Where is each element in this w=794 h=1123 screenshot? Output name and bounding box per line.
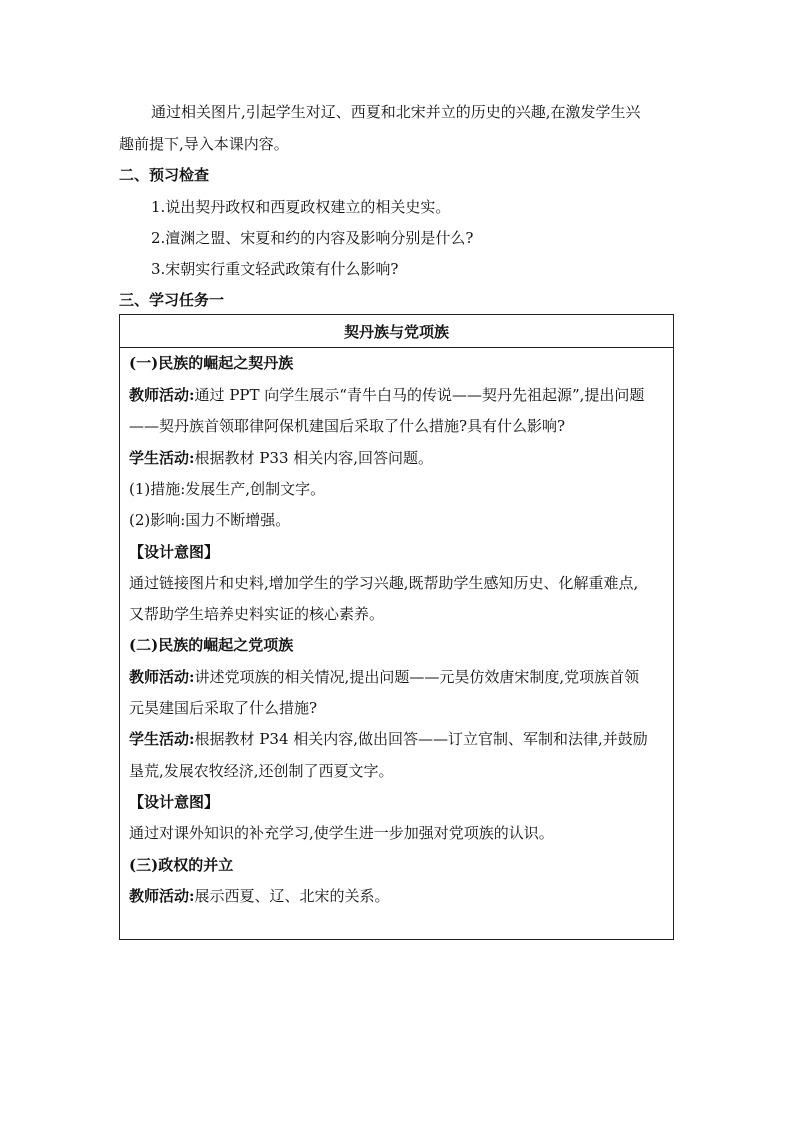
section-1-heading: (一)民族的崛起之契丹族	[129, 354, 294, 372]
section-1-point-2: (2)影响:国力不断增强。	[129, 511, 291, 529]
section-2-teacher-line-2: 元昊建国后采取了什么措施?	[129, 699, 318, 717]
table-header-row	[120, 315, 673, 348]
student-activity-label: 学生活动:	[129, 730, 195, 748]
section-1-student-line	[129, 448, 433, 468]
teacher-activity-text: 展示西夏、辽、北宋的关系。	[194, 887, 390, 905]
intro-line-2: 趣前提下,导入本课内容。	[119, 135, 289, 153]
student-activity-label: 学生活动:	[129, 449, 195, 467]
preview-heading: 二、预习检查	[119, 166, 210, 184]
section-2-intent-line: 通过对课外知识的补充学习,使学生进一步加强对党项族的认识。	[129, 824, 554, 842]
section-2-intent-label: 【设计意图】	[129, 793, 220, 811]
student-activity-text: 根据教材 P34 相关内容,做出回答——订立官制、军制和法律,并鼓励	[194, 730, 648, 748]
section-3-teacher-line	[129, 886, 390, 906]
section-1-teacher-line-1	[129, 385, 644, 405]
section-2-student-line-2: 垦荒,发展农牧经济,还创制了西夏文字。	[129, 762, 394, 780]
section-2-teacher-line-1	[129, 667, 639, 687]
teacher-activity-text: 通过 PPT 向学生展示“青牛白马的传说——契丹先祖起源”,提出问题	[194, 386, 645, 404]
section-2-student-line-1	[129, 729, 648, 749]
table-title: 契丹族与党项族	[343, 323, 449, 341]
section-1-intent-line-1: 通过链接图片和史料,增加学生的学习兴趣,既帮助学生感知历史、化解重难点,	[129, 574, 639, 592]
section-1-teacher-line-2: ——契丹族首领耶律阿保机建国后采取了什么措施?具有什么影响?	[129, 417, 566, 435]
section-1-point-1: (1)措施:发展生产,创制文字。	[129, 480, 326, 498]
intro-line-1: 通过相关图片,引起学生对辽、西夏和北宋并立的历史的兴趣,在激发学生兴	[151, 103, 641, 121]
section-3-heading: (三)政权的并立	[129, 856, 234, 874]
lesson-table	[119, 314, 674, 940]
section-1-intent-line-2: 又帮助学生培养史料实证的核心素养。	[129, 605, 385, 623]
section-2-heading: (二)民族的崛起之党项族	[129, 636, 294, 654]
teacher-activity-label: 教师活动:	[129, 386, 195, 404]
section-1-intent-label: 【设计意图】	[129, 543, 220, 561]
student-activity-text: 根据教材 P33 相关内容,回答问题。	[194, 449, 434, 467]
teacher-activity-label: 教师活动:	[129, 668, 195, 686]
teacher-activity-text: 讲述党项族的相关情况,提出问题——元昊仿效唐宋制度,党项族首领	[194, 668, 640, 686]
preview-question-2: 2.澶渊之盟、宋夏和约的内容及影响分别是什么?	[151, 229, 474, 247]
task-heading: 三、学习任务一	[119, 291, 225, 309]
preview-question-3: 3.宋朝实行重文轻武政策有什么影响?	[151, 260, 399, 278]
preview-question-1: 1.说出契丹政权和西夏政权建立的相关史实。	[151, 198, 451, 216]
teacher-activity-label: 教师活动:	[129, 887, 195, 905]
